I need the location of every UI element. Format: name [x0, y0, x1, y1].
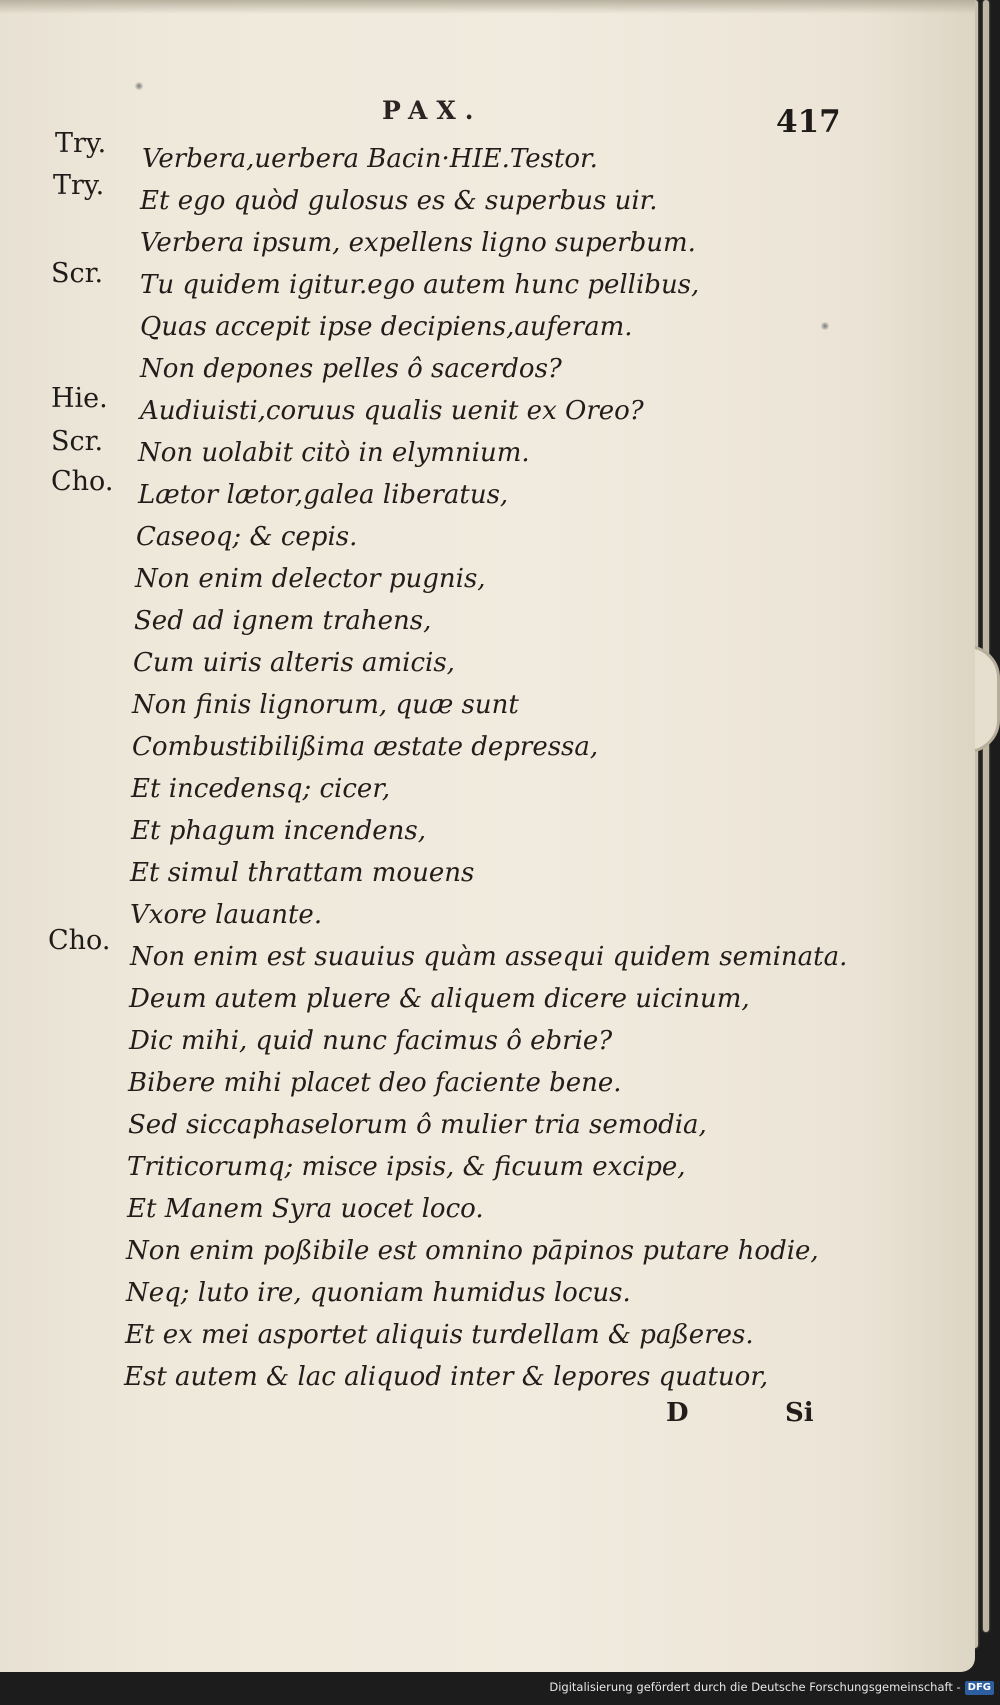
verse-line: Lætor lætor,galea liberatus,	[138, 480, 509, 510]
speaker-label: Scr.	[51, 258, 104, 289]
verse-line: Non enim delector pugnis,	[135, 564, 486, 594]
speaker-label: Try.	[53, 170, 105, 201]
verse-line: Et simul thrattam mouens	[130, 858, 475, 888]
verse-line: Et ex mei asportet aliquis turdellam & paßeres.	[125, 1320, 754, 1350]
speaker-label: Cho.	[48, 925, 111, 956]
verse-line: Deum autem pluere & aliquem dicere uicinum,	[129, 984, 750, 1014]
credit-text: Digitalisierung gefördert durch die Deutsche Forschungsgemeinschaft -	[549, 1680, 961, 1694]
speaker-label: Cho.	[51, 466, 114, 497]
verse-line: Triticorumq; misce ipsis, & ficuum excipe,	[127, 1152, 686, 1182]
verse-line: Non enim est suauius quàm assequi quidem seminata.	[130, 942, 848, 972]
verse-line: Et incedensq; cicer,	[131, 774, 391, 804]
verse-line: Sed siccaphaselorum ô mulier tria semodia,	[128, 1110, 707, 1140]
verse-line: Non uolabit citò in elymnium.	[138, 438, 530, 468]
verse-line: Verbera,uerbera Bacin·HIE.Testor.	[142, 144, 598, 174]
verse-line: Non finis lignorum, quæ sunt	[132, 690, 519, 720]
verse-line: Tu quidem igitur.ego autem hunc pellibus,	[140, 270, 700, 300]
ink-speck	[134, 82, 144, 90]
verse-line: Caseoq; & cepis.	[136, 522, 358, 552]
ink-speck	[820, 322, 830, 330]
verse-line: Non enim poßibile est omnino pāpinos putare hodie,	[126, 1236, 819, 1266]
verse-line: Cum uiris alteris amicis,	[133, 648, 455, 678]
verse-line: Est autem & lac aliquod inter & lepores quatuor,	[124, 1362, 769, 1392]
dfg-logo: DFG	[965, 1681, 994, 1695]
speaker-label: Try.	[55, 128, 107, 159]
verse-line: Quas accepit ipse decipiens,auferam.	[140, 312, 633, 342]
catchword: Si	[785, 1398, 814, 1428]
verse-line: Et phagum incendens,	[131, 816, 427, 846]
verse-line: Verbera ipsum, expellens ligno superbum.	[140, 228, 696, 258]
verse-line: Bibere mihi placet deo faciente bene.	[128, 1068, 622, 1098]
page-number: 417	[776, 104, 841, 140]
verse-line: Non depones pelles ô sacerdos?	[140, 354, 562, 384]
speaker-label: Scr.	[51, 426, 104, 457]
verse-line: Et Manem Syra uocet loco.	[127, 1194, 484, 1224]
page-edge	[983, 0, 989, 1632]
verse-line: Neq; luto ire, quoniam humidus locus.	[126, 1278, 631, 1308]
verse-line: Et ego quòd gulosus es & superbus uir.	[140, 186, 658, 216]
digitization-credit	[0, 1680, 994, 1695]
running-head: PAX.	[382, 96, 483, 125]
catchword-signature: D	[666, 1398, 689, 1428]
speaker-label: Hie.	[51, 383, 108, 414]
verse-line: Audiuisti,coruus qualis uenit ex Oreo?	[140, 396, 644, 426]
verse-line: Dic mihi, quid nunc facimus ô ebrie?	[129, 1026, 613, 1056]
verse-line: Sed ad ignem trahens,	[134, 606, 432, 636]
verse-line: Combustibilißima æstate depressa,	[132, 732, 599, 762]
verse-line: Vxore lauante.	[130, 900, 323, 930]
